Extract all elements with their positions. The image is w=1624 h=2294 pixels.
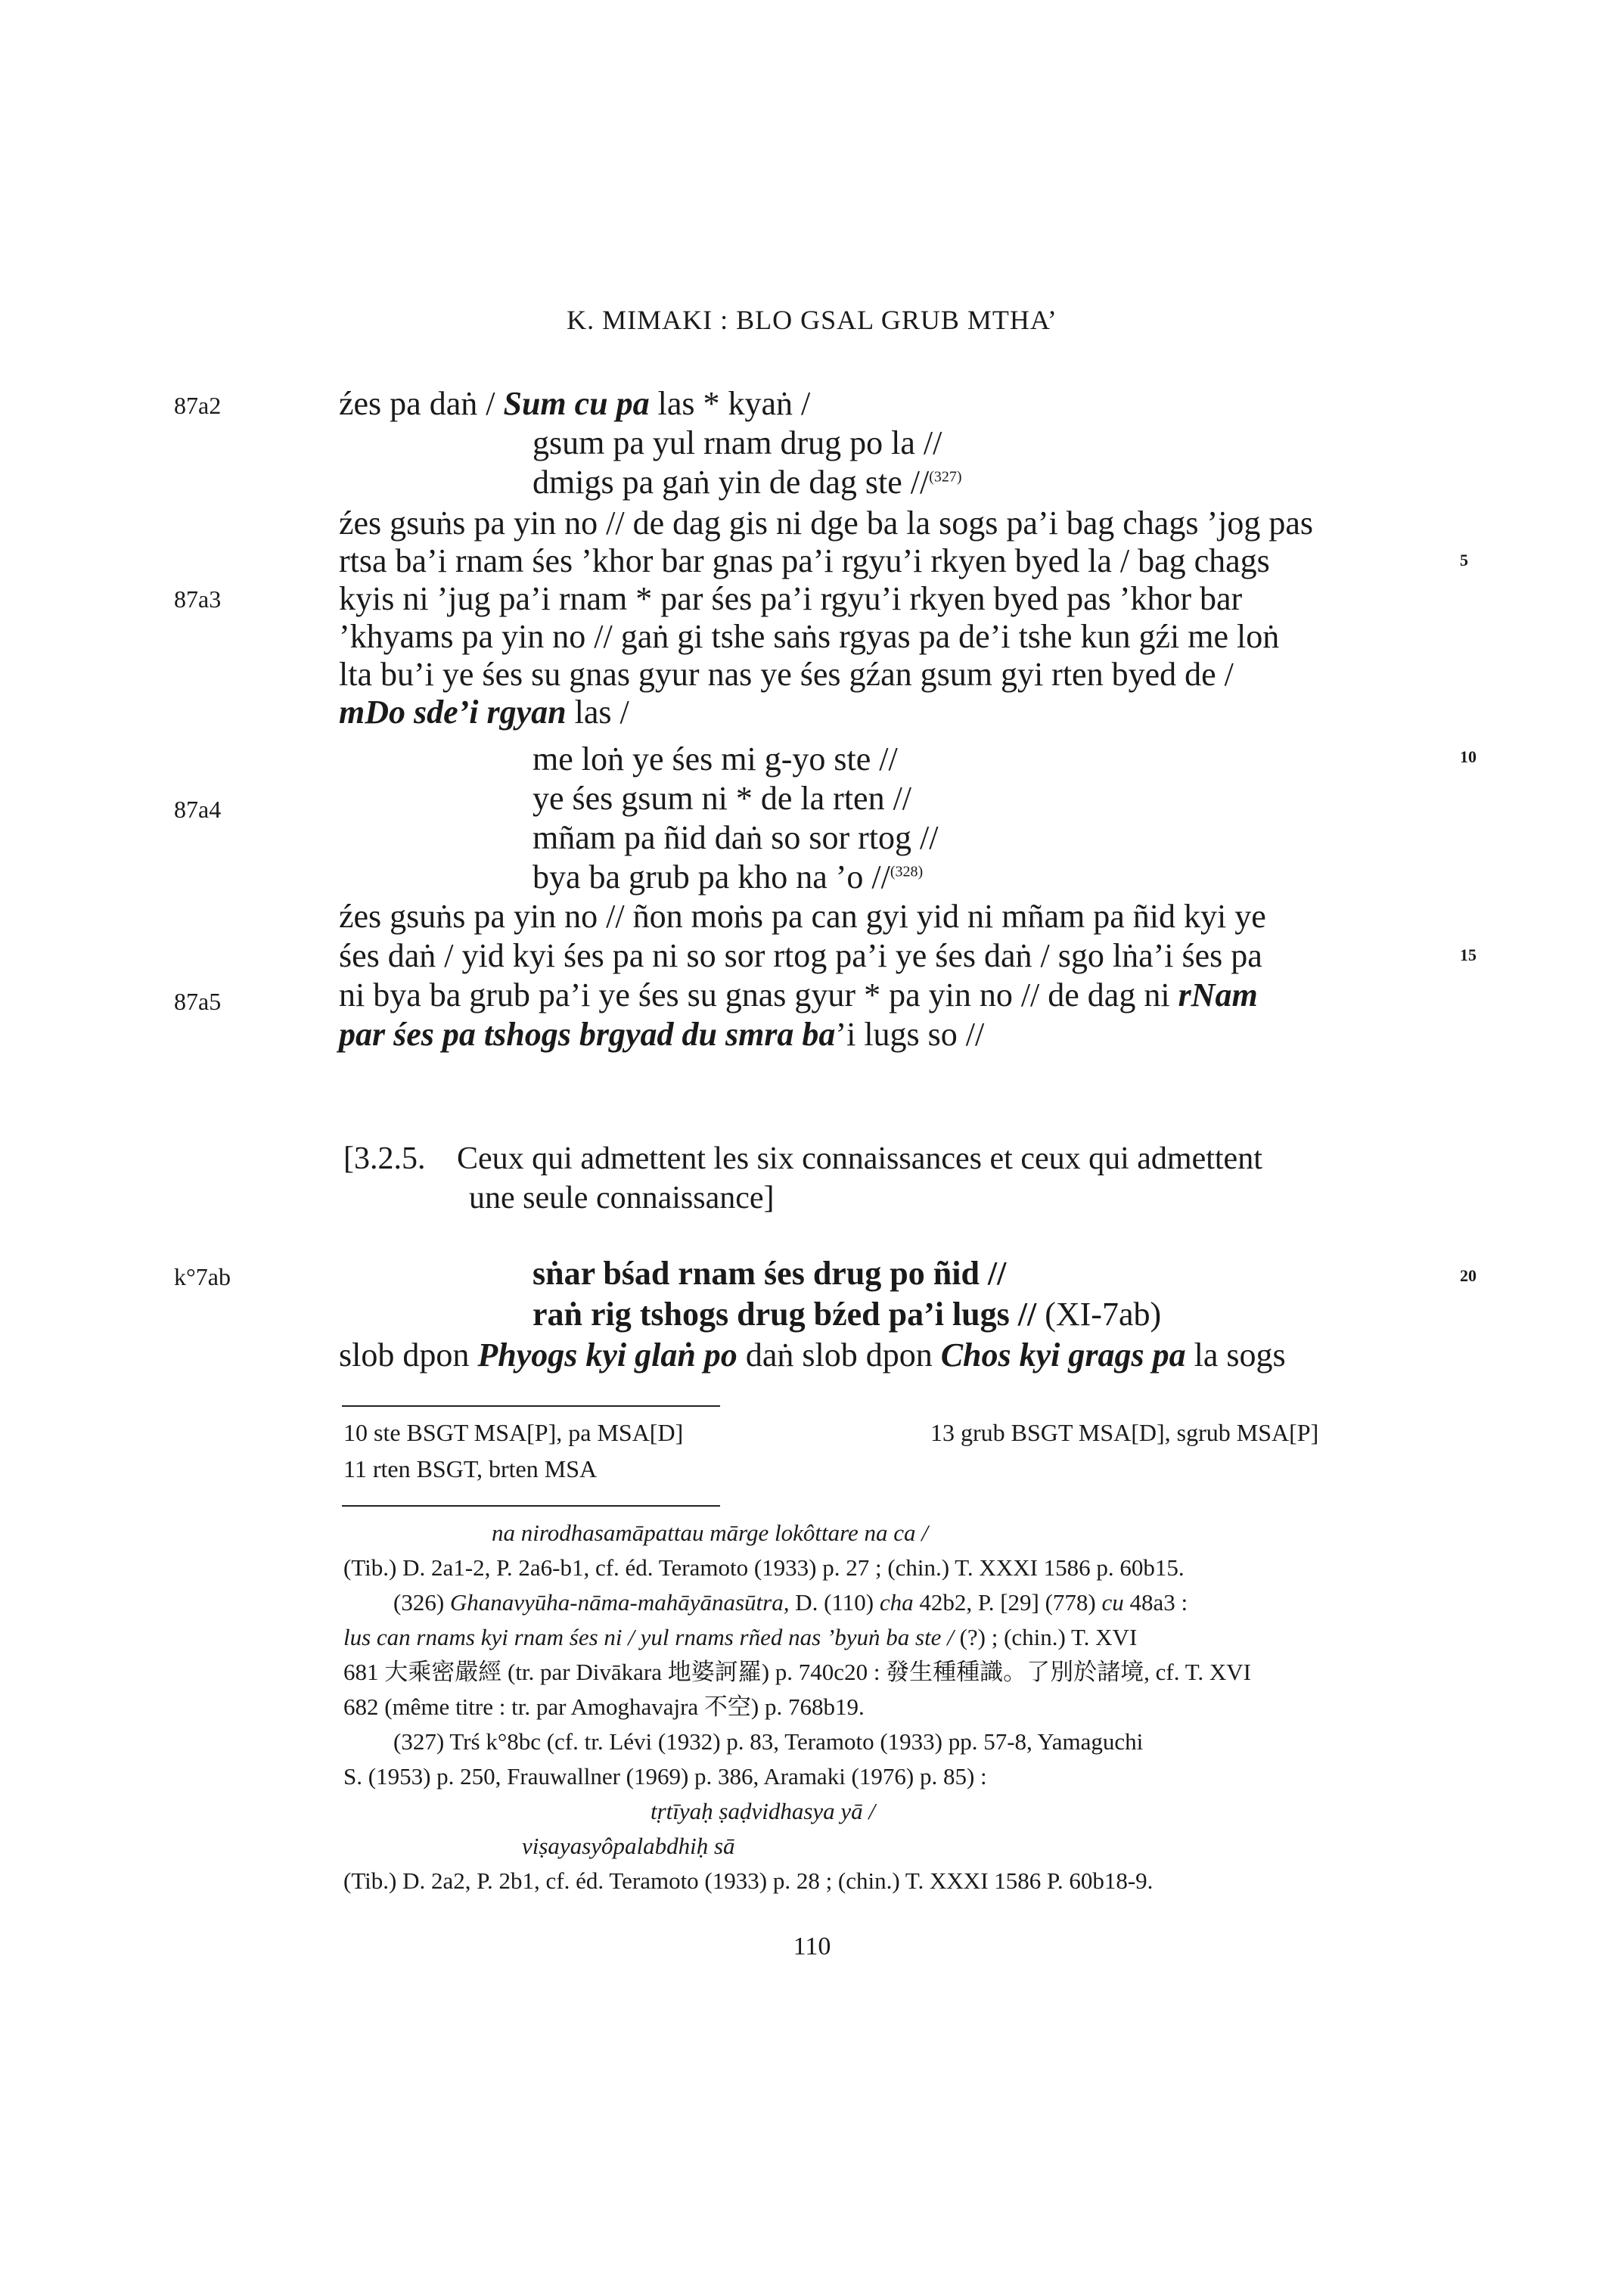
running-header: K. MIMAKI : BLO GSAL GRUB MTHA’ — [567, 305, 1057, 335]
margin-ref-87a3: 87a3 — [174, 585, 222, 613]
name-phyogs-kyi-glan-po: Phyogs kyi glaṅ po — [477, 1336, 737, 1374]
line-number-20: 20 — [1460, 1266, 1477, 1285]
footnote-line-2: (Tib.) D. 2a1-2, P. 2a6-b1, cf. éd. Teramoto (1933) p. 27 ; (chin.) T. XXXI 1586 p. 60b15. — [343, 1554, 1185, 1581]
text-line-6: kyis ni ’jug pa’i rnam * par śes pa’i rgyu’i rkyen byed pas ’khor bar — [339, 580, 1243, 617]
section-title-line-2: une seule connaissance] — [469, 1181, 775, 1215]
verse-line-4: ye śes gsum ni * de la rten // — [533, 780, 912, 817]
footnote-line-1: na nirodhasamāpattau mārge lokôttare na ca / — [492, 1520, 928, 1546]
margin-ref-87a5: 87a5 — [174, 988, 222, 1015]
text-line-14: źes gsuṅs pa yin no // ñon moṅs pa can gyi yid ni mñam pa ñid kyi ye — [339, 898, 1266, 935]
section-number: [3.2.5. — [343, 1141, 426, 1176]
text-line-8: lta bu’i ye śes su gnas gyur nas ye śes gźan gsum gyi rten byed de / — [339, 656, 1234, 693]
verse-line-3: me loṅ ye śes mi g-yo ste // — [533, 740, 898, 778]
text-line-4: źes gsuṅs pa yin no // de dag gis ni dge ba la sogs pa’i bag chags ’jog pas — [339, 504, 1313, 542]
footnote-line-9: tṛtīyaḥ ṣaḍvidhasya yā / — [651, 1798, 876, 1824]
text-line-21: slob dpon Phyogs kyi glaṅ po daṅ slob dpon Chos kyi grags pa la sogs — [339, 1336, 1286, 1374]
footnote-327: (327) Trś k°8bc (cf. tr. Lévi (1932) p. 83, Teramoto (1933) pp. 57-8, Yamaguchi — [393, 1728, 1144, 1755]
work-title-sum-cu-pa: Sum cu pa — [503, 385, 650, 422]
footnote-line-10: viṣayasyôpalabdhiḥ sā — [522, 1833, 735, 1859]
text-line-17: par śes pa tshogs brgyad du smra ba’i lugs so // — [339, 1016, 985, 1053]
text-line-7: ’khyams pa yin no // gaṅ gi tshe saṅs rgyas pa de’i tshe kun gźi me loṅ — [339, 618, 1280, 655]
verse-line-1: gsum pa yul rnam drug po la // — [533, 424, 942, 461]
line-number-10: 10 — [1460, 747, 1477, 766]
section-title-line-1: Ceux qui admettent les six connaissances et ceux qui admettent — [457, 1141, 1262, 1176]
apparatus-rule — [342, 1405, 720, 1407]
margin-ref-k7ab: k°7ab — [174, 1263, 231, 1290]
footnote-line-4: lus can rnams kyi rnam śes ni / yul rnams rñed nas ’byuṅ ba ste / (?) ; (chin.) T. XVI — [343, 1624, 1138, 1650]
line-number-15: 15 — [1460, 945, 1477, 964]
footnote-line-5: 681 大乘密嚴經 (tr. par Divākara 地婆訶羅) p. 740c20 : 發生種種識。了別於諸境, cf. T. XVI — [343, 1659, 1251, 1685]
note-ref-327: (327) — [929, 468, 962, 486]
text-line-5: rtsa ba’i rnam śes ’khor bar gnas pa’i rgyu’i rkyen byed la / bag chags — [339, 542, 1270, 579]
text-line-16: ni bya ba grub pa’i ye śes su gnas gyur * pa yin no // de dag ni rNam — [339, 976, 1258, 1014]
verse-line-7: sṅar bśad rnam śes drug po ñid // — [533, 1255, 1007, 1292]
variant-line-13: 13 grub BSGT MSA[D], sgrub MSA[P] — [930, 1419, 1319, 1446]
work-title-mdo-sde-rgyan: mDo sde’i rgyan — [339, 694, 567, 731]
verse-line-5: mñam pa ñid daṅ so sor rtog // — [533, 819, 939, 856]
verse-line-2: dmigs pa gaṅ yin de dag ste //$^{(327)}$ — [533, 464, 962, 501]
variant-line-10: 10 ste BSGT MSA[P], pa MSA[D] — [343, 1419, 684, 1446]
margin-ref-87a4: 87a4 — [174, 796, 222, 823]
variant-line-11: 11 rten BSGT, brten MSA — [343, 1455, 598, 1482]
footnote-line-6: 682 (même titre : tr. par Amoghavajra 不空) p. 768b19. — [343, 1693, 865, 1720]
page-number: 110 — [793, 1932, 831, 1960]
footnote-326: (326) Ghanavyūha-nāma-mahāyānasūtra, D. (110) cha 42b2, P. [29] (778) cu 48a3 : — [393, 1589, 1188, 1616]
verse-line-8: raṅ rig tshogs drug bźed pa’i lugs // (XI-7ab) — [533, 1296, 1162, 1333]
name-chos-kyi-grags-pa: Chos kyi grags pa — [940, 1336, 1186, 1374]
margin-ref-87a2: 87a2 — [174, 392, 222, 419]
verse-line-6: bya ba grub pa kho na ’o //$^{(328)}$ — [533, 858, 924, 896]
line-number-5: 5 — [1460, 551, 1468, 570]
footnote-line-11: (Tib.) D. 2a2, P. 2b1, cf. éd. Teramoto (1933) p. 28 ; (chin.) T. XXXI 1586 P. 60b18-9. — [343, 1867, 1154, 1894]
note-ref-328: (328) — [890, 863, 924, 880]
text-line-9: mDo sde’i rgyan las / — [339, 694, 629, 731]
footnote-line-8: S. (1953) p. 250, Frauwallner (1969) p. 386, Aramaki (1976) p. 85) : — [343, 1763, 987, 1790]
footnote-rule — [342, 1505, 720, 1507]
text-line-15: śes daṅ / yid kyi śes pa ni so sor rtog pa’i ye śes daṅ / sgo lṅa’i śes pa — [339, 937, 1262, 974]
work-title-rnam-par-ses-pa: par śes pa tshogs brgyad du smra ba — [339, 1016, 836, 1053]
text-line-1: źes pa daṅ / Sum cu pa las * kyaṅ / — [339, 385, 811, 422]
